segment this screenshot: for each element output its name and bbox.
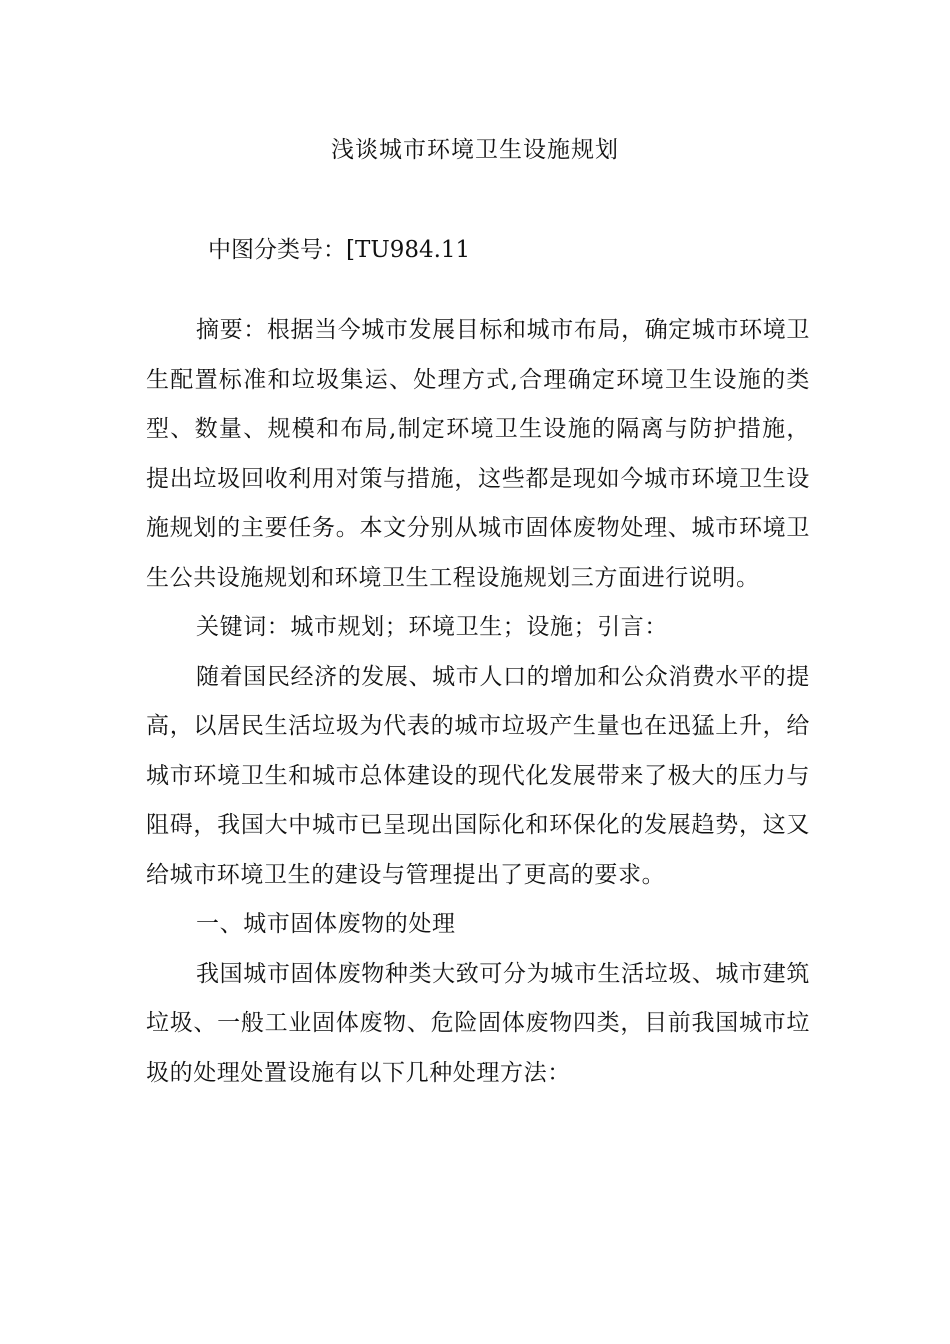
keywords-paragraph: 关键词：城市规划；环境卫生；设施；引言： — [196, 614, 668, 640]
document-body — [146, 306, 810, 1098]
document-title: 浅谈城市环境卫生设施规划 — [331, 137, 619, 163]
section-heading: 一、城市固体废物的处理 — [196, 911, 456, 937]
abstract-paragraph: 摘要：根据当今城市发展目标和城市布局，确定城市环境卫生配置标准和垃圾集运、处理方式,合理确定环境卫生设施的类型、数量、规模和布局,制定环境卫生设施的隔离与防护措施，提出垃圾回收利用对策与措施，这些都是现如今城市环境卫生设施规划的主要任务。本文分别从城市固体废物处理、城市环境卫生公共设施规划和环境卫生工程设施规划三方面进行说明。 — [146, 317, 810, 591]
section-paragraph: 我国城市固体废物种类大致可分为城市生活垃圾、城市建筑垃圾、一般工业固体废物、危险固体废物四类，目前我国城市垃圾的处理处置设施有以下几种处理方法： — [146, 960, 810, 1086]
classification-number: 中图分类号：[TU984.11 — [208, 237, 471, 263]
introduction-paragraph: 随着国民经济的发展、城市人口的增加和公众消费水平的提高，以居民生活垃圾为代表的城市垃圾产生量也在迅猛上升，给城市环境卫生和城市总体建设的现代化发展带来了极大的压力与阻碍，我国大中城市已呈现出国际化和环保化的发展趋势，这又给城市环境卫生的建设与管理提出了更高的要求。 — [146, 663, 810, 888]
